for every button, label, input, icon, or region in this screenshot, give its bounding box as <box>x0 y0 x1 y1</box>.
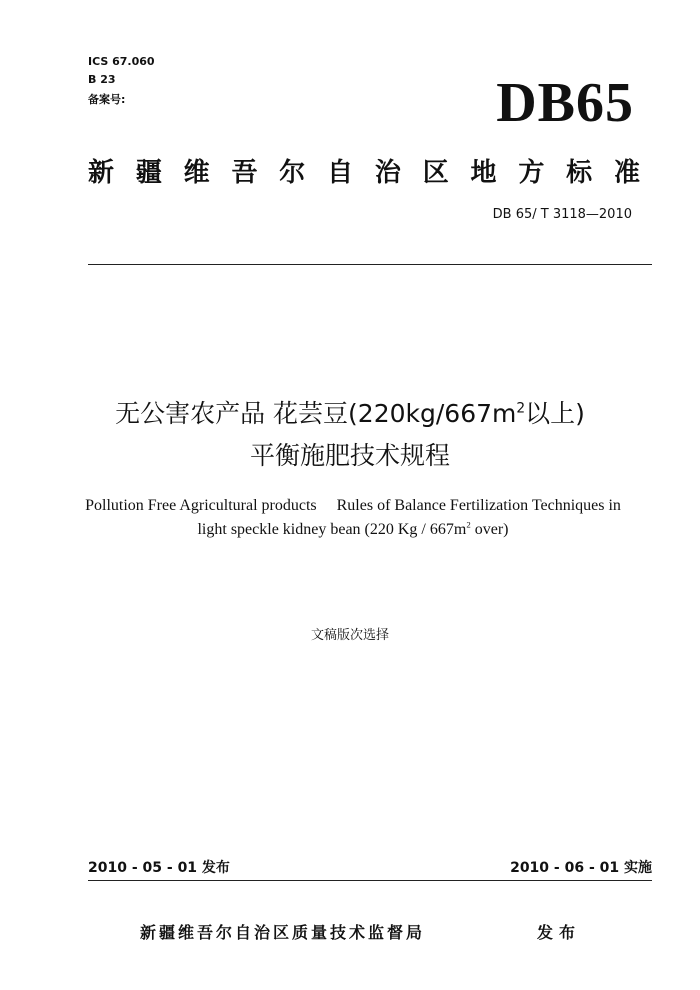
title-char: 新 <box>88 158 115 188</box>
title-char: 标 <box>566 158 593 188</box>
header-divider <box>88 264 652 265</box>
superscript: 2 <box>466 519 471 530</box>
title-char: 自 <box>327 158 354 188</box>
ics-code: ICS 67.060 <box>88 55 155 68</box>
title-char: 地 <box>470 158 497 188</box>
publish-date: 2010 - 05 - 01 发布 <box>88 860 230 876</box>
english-title-text-end: over) <box>470 521 509 538</box>
chinese-title-text: 无公害农产品 花芸豆(220kg/667m <box>115 399 517 428</box>
superscript: 2 <box>516 400 526 417</box>
title-char: 吾 <box>231 158 258 188</box>
standard-number: DB 65/ T 3118—2010 <box>492 207 632 222</box>
title-char: 治 <box>374 158 401 188</box>
title-char: 区 <box>422 158 449 188</box>
chinese-title-line-1 <box>0 394 700 430</box>
issuing-authority: 新疆维吾尔自治区质量技术监督局 <box>140 923 426 942</box>
title-char: 方 <box>518 158 545 188</box>
issue-label: 发布 <box>537 923 582 942</box>
title-char: 准 <box>613 158 640 188</box>
footer-divider <box>88 880 652 881</box>
filing-number-label: 备案号: <box>88 93 126 106</box>
chinese-title-text-end: 以上) <box>525 399 585 428</box>
draft-version-note: 文稿版次选择 <box>310 628 389 643</box>
title-char: 尔 <box>279 158 306 188</box>
title-char: 维 <box>183 158 210 188</box>
english-title-line-1: Pollution Free Agricultural products Rules of Balance Fertilization Techniques in <box>85 497 621 514</box>
english-title-text: light speckle kidney bean (220 Kg / 667m <box>197 521 467 538</box>
chinese-title-line-2: 平衡施肥技术规程 <box>249 441 450 470</box>
title-char: 疆 <box>135 158 162 188</box>
implement-date: 2010 - 06 - 01 实施 <box>510 860 652 876</box>
ccs-code: B 23 <box>88 73 116 86</box>
english-title-line-2 <box>0 521 700 539</box>
standard-category-title <box>88 152 640 189</box>
standard-code-logo: DB65 <box>496 72 634 134</box>
